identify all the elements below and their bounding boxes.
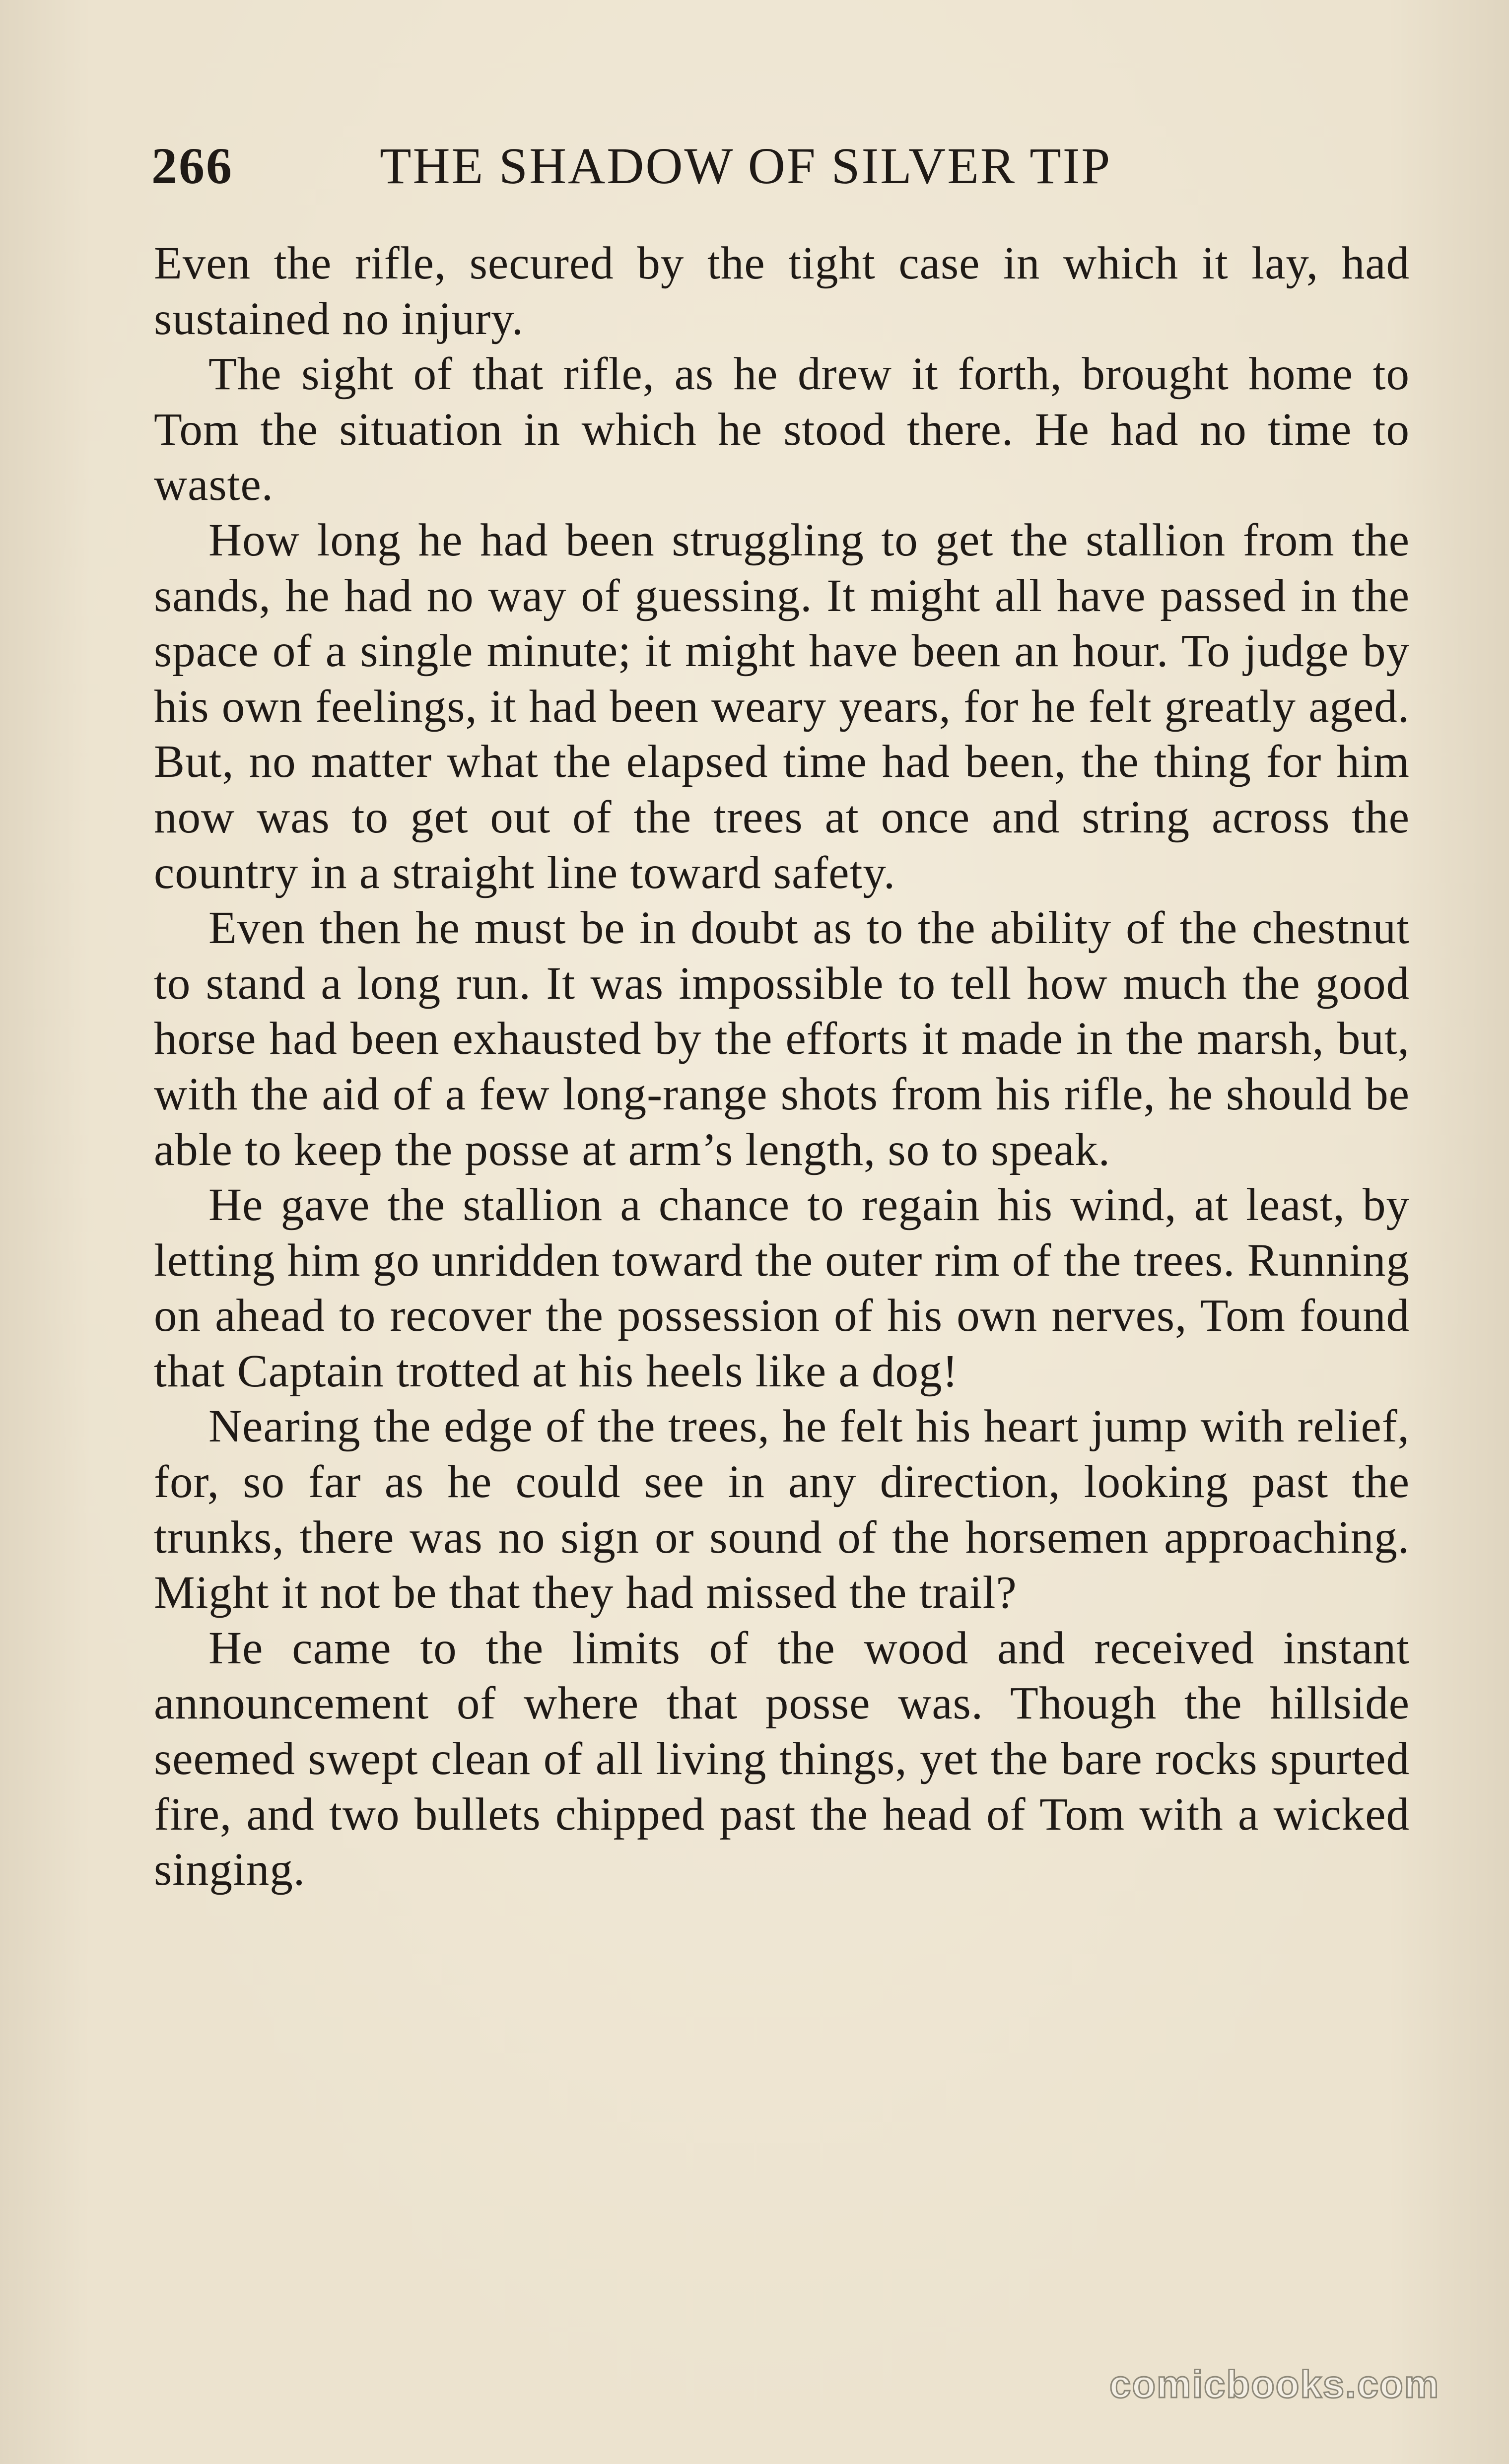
paragraph: He gave the stallion a chance to regain his wind, at least, by letting him go unridden toward the outer rim of the trees. Running on ahead to recover the possession of his own nerves, Tom found that Captain trotted at his heels like a dog! — [154, 1179, 1410, 1397]
paragraph: Even the rifle, secured by the tight case in which it lay, had sustained no injury. — [154, 238, 1410, 344]
page-header — [151, 134, 1417, 199]
paragraph: Even then he must be in doubt as to the ability of the chestnut to stand a long run. It was impossible to tell how much the good horse had been exhausted by the efforts it made in the marsh, but, with the aid of a few long-range shots from his rifle, he should be able to keep the posse at arm’s length, so to speak. — [154, 902, 1410, 1175]
page-number: 266 — [151, 137, 233, 195]
paragraph: The sight of that rifle, as he drew it forth, brought home to Tom the situation in which he stood there. He had no time to waste. — [154, 348, 1410, 511]
running-title: THE SHADOW OF SILVER TIP — [380, 137, 1112, 195]
watermark: comicbooks.com — [1109, 2362, 1440, 2406]
paragraph: How long he had been struggling to get the stallion from the sands, he had no way of guessing. It might all have passed in the space of a single minute; it might have been an hour. To judge by his own feelings, it had been weary years, for he felt greatly aged. But, no matter what the elapsed time had been, the thing for him now was to get out of the trees at once and string across the country in a straight line toward safety. — [154, 514, 1410, 898]
paragraph: He came to the limits of the wood and received instant announcement of where that posse was. Though the hillside seemed swept clean of all living things, yet the bare rocks spurted fire, and two bullets chipped past the head of Tom with a wicked singing. — [154, 1622, 1410, 1896]
paragraph: Nearing the edge of the trees, he felt his heart jump with relief, for, so far as he could see in any direction, looking past the trunks, there was no sign or sound of the horsemen approaching. Might it not be that they had missed the trail? — [154, 1401, 1410, 1619]
body-text — [154, 236, 1410, 1898]
